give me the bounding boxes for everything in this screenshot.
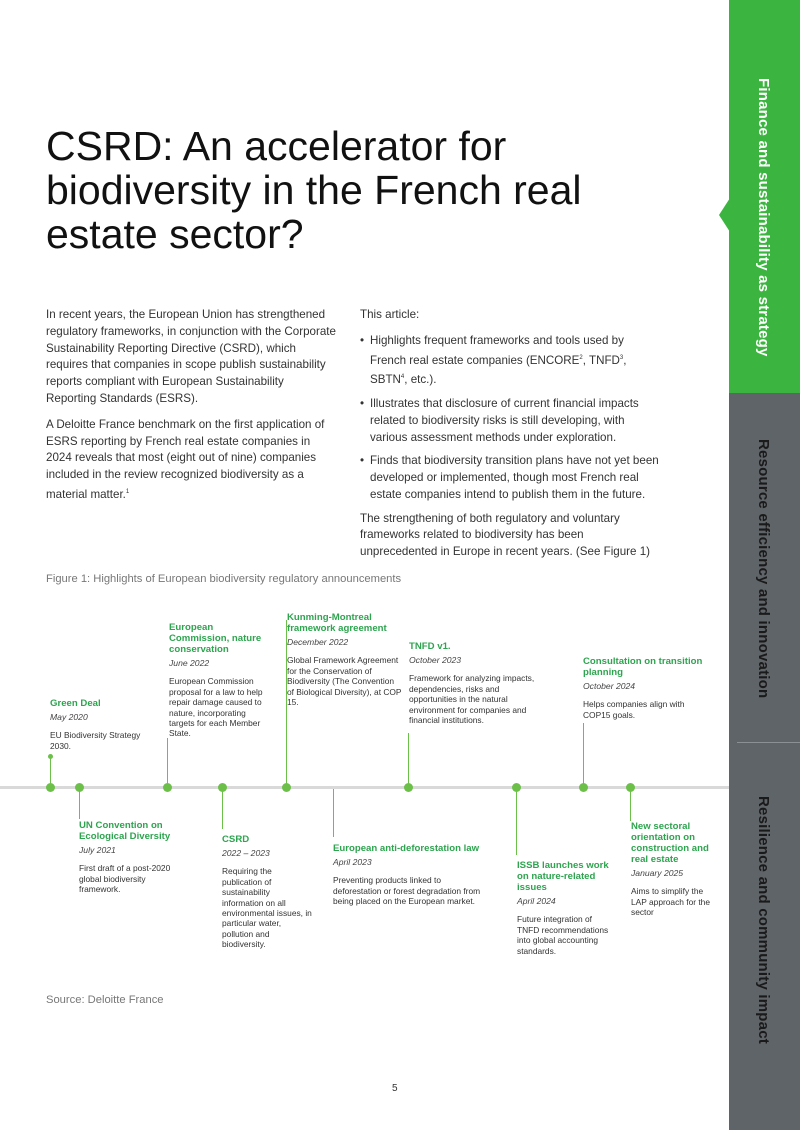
event-date: May 2020 — [50, 712, 88, 722]
tab-finance-sustainability[interactable] — [729, 0, 800, 393]
event-description: Global Framework Agreement for the Conservation of Biodiversity (The Convention of Biological Diversity), at COP 15. — [287, 655, 402, 708]
event-date: 2022 – 2023 — [222, 848, 270, 858]
event-title: CSRD — [222, 834, 250, 845]
event-title: UN Convention on Ecological Diversity — [79, 820, 171, 842]
bullet-item: • Illustrates that disclosure of current financial impacts related to biodiversity risks is still developing, with various assessment methods under exploration. — [360, 396, 660, 446]
event-description: First draft of a post-2020 global biodiversity framework. — [79, 863, 171, 895]
event-description: EU Biodiversity Strategy 2030. — [50, 730, 141, 751]
timeline-connector — [333, 789, 334, 837]
timeline-dot[interactable] — [46, 783, 55, 792]
timeline-event-green-deal — [50, 698, 160, 751]
timeline-dot[interactable] — [579, 783, 588, 792]
article-outro: The strengthening of both regulatory and voluntary frameworks related to biodiversity has been unprecedented in Europe in recent years. (See Figure 1) — [360, 511, 651, 559]
footnote-ref[interactable]: 3 — [619, 354, 624, 361]
timeline-event-transition-planning — [583, 656, 708, 720]
bullet-item: • Highlights frequent frameworks and tools used by French real estate companies (ENCORE$^2$, TNFD$^3$, SBTN$^4$, etc.). — [360, 333, 660, 389]
event-date: June 2022 — [169, 658, 210, 668]
footnote-ref[interactable]: 2 — [579, 354, 583, 361]
event-title: Consultation on transition planning — [583, 656, 703, 678]
event-description: European Commission proposal for a law to help repair damage caused to nature, incorporating targets for each Member State. — [169, 676, 263, 739]
figure-source: Source: Deloitte France — [46, 994, 164, 1006]
tab-label: Resilience and community impact — [755, 796, 772, 1044]
timeline-dot[interactable] — [218, 783, 227, 792]
timeline-event-anti-deforestation — [333, 843, 483, 907]
timeline-connector — [79, 789, 80, 819]
event-date: October 2024 — [583, 681, 636, 691]
event-date: October 2023 — [409, 655, 462, 665]
footnote-ref[interactable]: 1 — [125, 488, 130, 495]
event-date: December 2022 — [287, 637, 349, 647]
timeline-dot[interactable] — [512, 783, 521, 792]
timeline-dot[interactable] — [404, 783, 413, 792]
tab-label: Finance and sustainability as strategy — [755, 78, 772, 357]
event-description: Aims to simplify the LAP approach for the sector — [631, 886, 710, 918]
event-title: TNFD v1. — [409, 641, 451, 652]
event-description: Requiring the publication of sustainability information on all environmental issues, in particular water, pollution and biodiversity. — [222, 866, 312, 950]
timeline-connector — [516, 789, 517, 855]
timeline-connector — [630, 789, 631, 821]
event-date: July 2021 — [79, 845, 116, 855]
event-title: European Commission, nature conservation — [169, 622, 262, 655]
benchmark-paragraph: A Deloitte France benchmark on the first application of ESRS reporting by French real estate companies in 2024 reveals that most (eight out of nine) companies included in the review recognized biodiversity as a material matter.$^1$ — [46, 417, 325, 501]
event-title: New sectoral orientation on construction and real estate — [631, 821, 709, 865]
timeline-event-ec-nature — [169, 622, 269, 739]
event-title: Green Deal — [50, 698, 101, 709]
event-description: Future integration of TNFD recommendations into global accounting standards. — [517, 914, 609, 956]
timeline-event-un-convention — [79, 820, 189, 895]
tab-label: Resource efficiency and innovation — [755, 439, 772, 699]
timeline-connector — [167, 738, 168, 784]
bullet-item: • Finds that biodiversity transition plans have not yet been developed or implemented, though most French real estate companies intend to publish them in the future. — [360, 453, 660, 503]
timeline-event-tnfd-v1 — [409, 641, 544, 725]
page-number: 5 — [392, 1083, 398, 1094]
event-date: January 2025 — [631, 868, 684, 878]
tab-resilience-community[interactable] — [729, 743, 800, 1130]
page-title: CSRD: An accelerator for biodiversity in the French real estate sector? — [46, 123, 582, 257]
article-intro: This article: — [360, 308, 420, 321]
timeline-connector — [408, 733, 409, 784]
timeline-connector — [50, 756, 51, 784]
tab-resource-efficiency[interactable] — [729, 393, 800, 743]
section-tabs — [729, 0, 800, 1130]
timeline-dot[interactable] — [163, 783, 172, 792]
event-title: Kunming-Montreal framework agreement — [287, 612, 387, 634]
figure-caption: Figure 1: Highlights of European biodiversity regulatory announcements — [46, 573, 402, 585]
timeline-connector — [222, 789, 223, 829]
event-date: April 2023 — [333, 857, 372, 867]
timeline-connector-tip — [48, 754, 53, 759]
tab-divider — [737, 742, 800, 743]
event-title: European anti-deforestation law — [333, 843, 480, 854]
event-title: ISSB launches work on nature-related issues — [517, 860, 609, 893]
timeline-dot[interactable] — [75, 783, 84, 792]
event-description: Framework for analyzing impacts, dependencies, risks and opportunities in the natural environment for companies and financial institutions. — [409, 673, 535, 726]
event-date: April 2024 — [517, 896, 556, 906]
footnote-ref[interactable]: 4 — [400, 374, 405, 381]
timeline-dot[interactable] — [626, 783, 635, 792]
timeline-event-sectoral-orientation — [631, 821, 721, 918]
timeline-dot[interactable] — [282, 783, 291, 792]
intro-paragraph: In recent years, the European Union has strengthened regulatory frameworks, in conjunction with the Corporate Sustainability Reporting Directive (CSRD), which requires that companies in scope publish sustainability reports compliant with European Sustainability Reporting Standards (ESRS). — [46, 308, 336, 405]
event-description: Preventing products linked to deforestation or forest degradation from being placed on the European market. — [333, 875, 481, 907]
timeline-axis — [0, 786, 729, 789]
timeline-event-issb — [517, 860, 612, 956]
timeline-event-csrd — [222, 834, 312, 950]
timeline-connector — [583, 723, 584, 784]
timeline-event-kunming-montreal — [287, 612, 402, 707]
event-description: Helps companies align with COP15 goals. — [583, 699, 685, 720]
